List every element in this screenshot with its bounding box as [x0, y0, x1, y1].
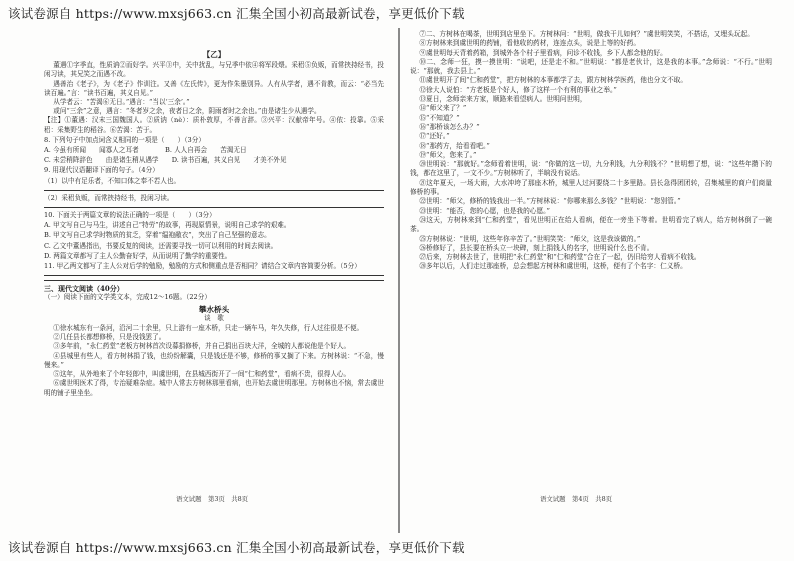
story-author: 谈 歌 [204, 313, 224, 322]
question-line: （1）以中有足乐者，不知口体之奉不若人也。 [44, 176, 181, 185]
story-paragraph: ㉘多年以后，人们走过那座桥，总会想起方树林和虞世明，这桥，便有了个名字：仁义桥。 [419, 262, 687, 271]
question-line: C. 乙文中董遇指出，书要反复的阅读，还需要寻找一切可以利用的时间去阅读。 [44, 241, 278, 250]
passage-b [44, 61, 384, 116]
page-divider [398, 28, 400, 533]
question-line: 11. 甲乙两文都写了主人公对后学的勉励，勉励的方式和侧重点是否相同？请结合文章内容简要分析。（5分） [44, 262, 361, 271]
story-paragraph: ㉖桥修好了，县长要在桥头立一块碑，刻上捐钱人的名字，世明说什么也不肯。 [419, 243, 654, 252]
section-subtitle: （一）阅读下面的文学类文本，完成12～16题。（22分） [44, 293, 211, 302]
source-banner-bottom: 该试卷源自 https://www.mxsj663.cn 汇集全国小初高最新试卷，享更低价下载 [8, 540, 465, 555]
question-line: A. 甲文写自己与马生，讲述自己“特劳”的故事，再现原情景，说明自己求学的艰难。 [44, 221, 291, 230]
story-paragraph: ㉔这天，方树林来到“仁和药堂”，看见世明正在给人看病，便在一旁坐下等着。世明看完了病人，给方树林倒了一碗茶。 [410, 215, 772, 234]
source-banner-top: 该试卷源自 https://www.mxsj663.cn 汇集全国小初高最新试卷，享更低价下载 [8, 6, 465, 21]
story-paragraph: ⑪虞世明开了间“仁和药堂”，把方树林的本事都学了去，跟方树林学医药，他也分文不取。 [419, 76, 688, 85]
story-paragraph: ①徐水城东有一条河，沿河二十余里，只上游有一座木桥，只走一辆车马，年久失修，行人过往很是不便。 [53, 324, 364, 333]
passage-paragraph: 遇善治《老子》，为《老子》作训注。又善《左氏传》，更为作朱墨别异。人有从学者，遇不肯教，而云：“必当先读百遍。”言：“读书百遍，其义自见。” [44, 79, 384, 97]
story-paragraph: ⑫徐大人说怕：“方老板是个好人，修了这样一个有利的事业之举。” [419, 85, 617, 94]
story-paragraph: ㉑这年夏天，一场大雨，大水冲垮了那座木桥，城里人过河要绕二十多里路。县长急得团团转，召集城里的商户们商量修桥的事。 [410, 178, 772, 197]
question-9-2 [44, 194, 384, 203]
questions-10-11 [44, 211, 384, 271]
story-paragraph: ⑱“那药方，给看看吧。” [419, 141, 490, 150]
story-paragraph: ⑦二、方树林在喝茶，世明到店里坐下。方树林问：“世明，做我干儿如何？”虞世明笑笑，不搭话，又埋头玩起。 [419, 30, 754, 38]
question-line: （2）采稆负贩，而常挟持经书，投闲习读。 [44, 193, 174, 202]
question-line: A. 今虽有所闻 闻寡人之耳者 B. 人人自再会 苦渴无日 [44, 146, 247, 155]
story-paragraph: ⑳世明说：“那就好。”念师看着世明，说：“你做的这一切，九分利钱，九分利钱不？”世明想了想，说：“这些年攒下的钱，都在这里了，一文不少。”方树林听了，半晌没有说话。 [410, 160, 772, 178]
question-line: 10. 下面关于两篇文章的说法正确的一项是（ ）（3分） [44, 211, 216, 220]
answer-line [44, 207, 384, 208]
questions-8-9 [44, 136, 384, 186]
question-line: 8. 下列句子中加点词含义相同的一项是（ ）（3分） [44, 135, 205, 144]
story-paragraph: ㉓世明：“能否，您的心愿，也是我的心愿。” [419, 206, 550, 215]
story-paragraph: ④县城里有些人，看方树林捐了钱，也纷纷解囊，只是钱还是不够，修桥的事又搁了下来。方树林说：“不急，慢慢来。” [44, 351, 384, 369]
answer-line [44, 190, 384, 191]
page-3 [44, 30, 384, 530]
story-paragraph: ⑨虞世明每天背着药箱，到城外各个村子里看病，问诊不收钱，乡下人都念他的好。 [419, 48, 667, 57]
section-title: 三、现代文阅读（40分） [44, 284, 124, 294]
passage-paragraph: 从学者云：“苦渴⑥无日。”遇言：“当以‘三余’。” [53, 98, 190, 107]
story-paragraph: ③多年前，“永仁药堂”老板方树林首次设募捐修桥，并自己捐出百块大洋，全城的人都说他是个好人。 [53, 342, 351, 351]
passage-paragraph: 董遇①字季直，性质讷②而好学。兴平③中，关中扰乱，与兄季中依④将军段煨。采稆⑤负贩，而常挟持经书，投闲习读，其兄笑之而遇不改。 [44, 61, 384, 79]
answer-line [44, 280, 384, 281]
story-paragraph: ㉗后来，方树林去世了，世明把“永仁药堂”和“仁和药堂”合在了一起，仍旧给穷人看病不收钱。 [419, 253, 701, 262]
story-title: 攀水桥头 [198, 304, 230, 314]
page-4 [410, 30, 772, 530]
story-paragraph: ⑧方树林来到虞世明的药铺，看他收的药材，连连点头，说是上等的好药。 [419, 39, 641, 48]
page-3-footer: 语文试题 第3页 共8页 [176, 495, 249, 503]
story-paragraph: ⑩二、念师一狂，摸一摸世明：“说吧，还是走不和。”世明说：“都是老伙计，这是我的本事。”念师说：“不行。”世明说：“那就，我去县上。” [410, 57, 772, 76]
story-paragraph: ⑥虞世明医术了得，专治疑难杂症。城中人常去方树林那里看病，也开始去虞世明那里。方树林也不恼，常去虞世明的铺子里坐坐。 [44, 379, 384, 397]
story-paragraph: ⑭“师父来了？” [419, 104, 467, 113]
passage-paragraph: 或问“三余”之意，遇言：“冬者岁之余，夜者日之余，阴雨者时之余也。”由是诸生少从遇学。 [53, 107, 321, 116]
story-part-2 [410, 30, 772, 272]
page-4-footer: 语文试题 第4页 共8页 [540, 495, 613, 503]
story-part-1 [44, 324, 384, 398]
story-paragraph: ⑯“那桥该怎么办？” [419, 122, 480, 131]
story-paragraph: ⑰“还好。” [419, 132, 450, 141]
story-paragraph: ⑮“不知道？” [419, 113, 460, 122]
question-line: B. 甲文写自己求学时物质的贫乏，穿着“缊袍敝衣”，突出了自己坚强的意志。 [44, 231, 271, 240]
story-paragraph: ㉒世明：“师父，修桥的钱我出一半。”方树林说：“你哪来那么多钱？”世明说：“您别管。” [419, 197, 681, 206]
passage-tag: 【乙】 [202, 50, 226, 59]
question-line: C. 未尝稍降辞色 由是诸生稍从遇学 D. 读书百遍，其义自见 才美不外见 [44, 156, 287, 165]
story-paragraph: ⑲“师父，您来了。” [419, 150, 477, 159]
answer-line [44, 275, 384, 276]
passage-note: 【注】①董遇：汉末三国魏国人。②质讷（nè）：质朴敦厚，不善言辞。③兴平：汉献帝年号。④依：投靠。⑤采稆：采集野生的稻谷。⑥苦渴：苦于。 [44, 116, 384, 134]
story-paragraph: ⑬夏日，念师亲来方家，顺路来看望病人。世明问世明， [419, 95, 587, 104]
question-line: 9. 用现代汉语翻译下面的句子。（4分） [44, 166, 159, 175]
story-paragraph: ②几任县长都想修桥，只是没钱罢了。 [53, 333, 166, 342]
story-paragraph: ⑤这年，从外地来了个年轻郎中，叫虞世明，在县城西街开了一间“仁和药堂”，看病不贵，很得人心。 [53, 370, 351, 379]
story-paragraph: ㉕方树林说：“世明，这些年你辛苦了。”世明笑笑：“师父，这是我该做的。” [419, 234, 641, 243]
question-line: D. 两篇文章都写了主人公勤奋好学，从而说明了勤学的重要性。 [44, 251, 232, 260]
